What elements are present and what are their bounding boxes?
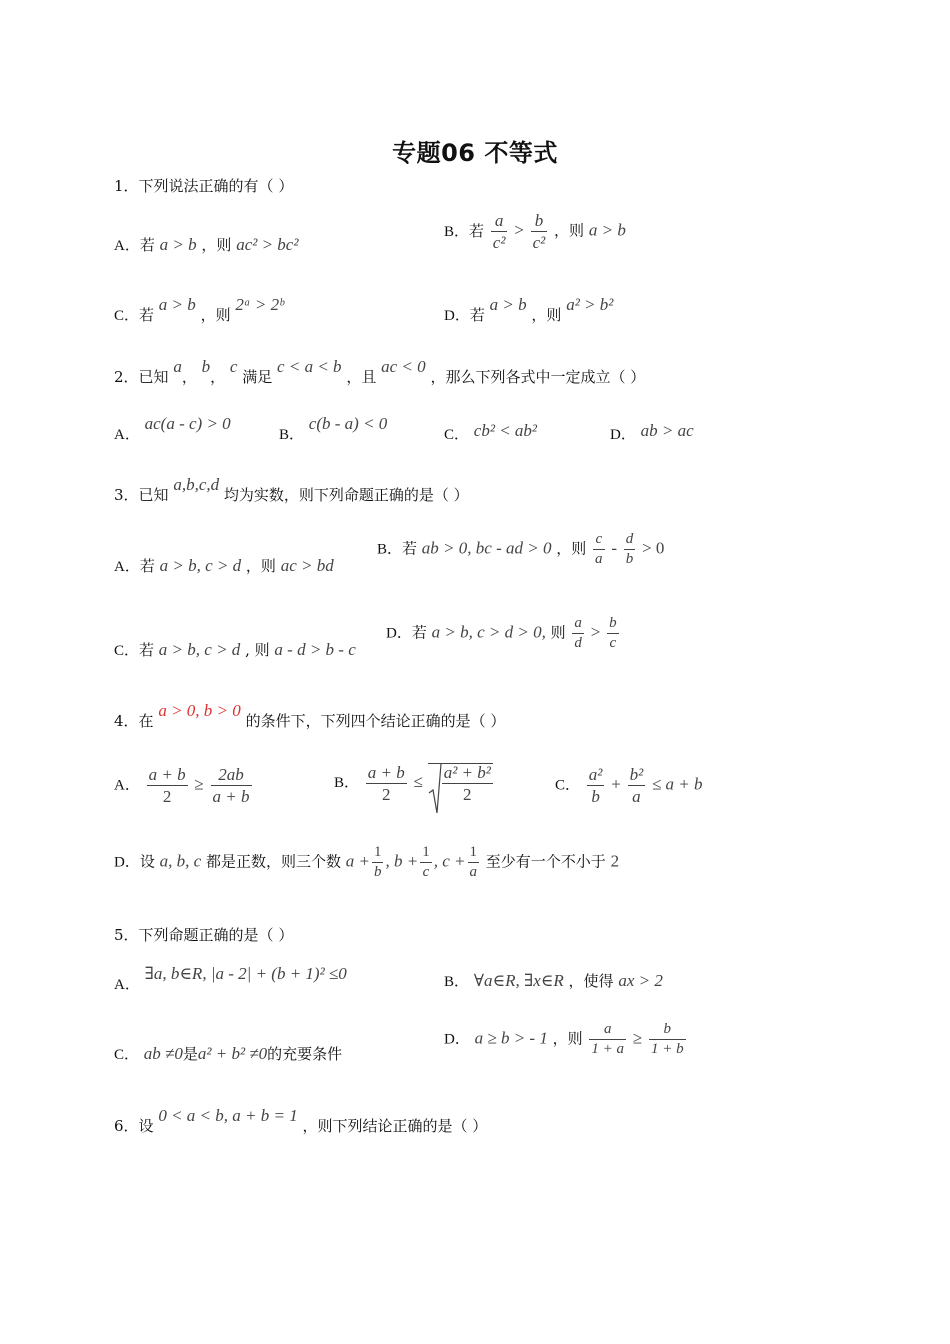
q1-option-c [114, 295, 284, 324]
square-root [428, 763, 493, 803]
fraction: $\frac{\text{a²}}{b}$ [588, 765, 603, 806]
q3-option-d [386, 616, 621, 651]
math-expression: ab ≠0 [143, 1044, 183, 1063]
q5-option-d [444, 1022, 688, 1057]
option-label: A． [114, 427, 140, 443]
stem-text: 的条件下，下列四个结论正确的是（ ） [245, 712, 506, 730]
option-text: 的充要条件 [267, 1045, 343, 1063]
math-expression: a > b, c > d [158, 640, 241, 659]
math-expression: , c + [433, 851, 466, 871]
option-label: D． [444, 1031, 470, 1048]
math-expression: 2ᵃ > 2ᵇ [235, 295, 284, 314]
math-expression: > 0 [642, 538, 665, 558]
option-text: ，使得 [568, 972, 614, 990]
math-expression: c(b - a) < 0 [308, 414, 388, 433]
q5-stem: 5．下列命题正确的是（ ） [114, 926, 294, 944]
fraction: $\frac{1}{b}$ [373, 844, 382, 880]
math-var: a [173, 357, 182, 376]
q2-option-d [610, 421, 694, 443]
option-text: ，则 [531, 306, 562, 324]
option-label: A． [114, 777, 140, 794]
q5-option-c [114, 1045, 342, 1063]
fraction: $\frac{a}{\text{c²}}$ [492, 211, 506, 252]
math-expression: cb² < ab² [473, 421, 538, 440]
math-number: 2 [610, 851, 620, 871]
option-label: D．设 [114, 854, 155, 871]
math-expression: a,b,c,d [173, 475, 220, 494]
math-expression: ∀a∈R, ∃x∈R [473, 971, 564, 990]
option-label: B．若 [377, 541, 418, 558]
math-expression: a > b [489, 295, 527, 314]
page-title: 专题06 不等式 [392, 139, 558, 167]
fraction: $\frac{a + b}{2}$ [148, 765, 186, 806]
q4-option-d [114, 845, 619, 880]
q3-stem [114, 475, 469, 504]
option-label: B． [334, 775, 360, 791]
math-expression: a, b, c [159, 851, 202, 871]
option-label: A．若 [114, 559, 155, 575]
fraction: $\frac{a + b}{2}$ [367, 762, 405, 804]
option-label: C．若 [114, 643, 155, 659]
option-text: , 则 [245, 641, 270, 659]
math-expression: a > b [159, 235, 197, 254]
math-expression-highlighted: a > 0, b > 0 [158, 701, 241, 720]
option-label: D．若 [386, 625, 427, 642]
fraction: $\frac{\text{a² + b²}}{2}$ [443, 763, 491, 804]
math-expression: ≤ a + b [651, 774, 703, 794]
stem-text: 2．已知 [114, 368, 169, 386]
stem-text: ，且 [346, 368, 377, 386]
math-expression: a² > b² [566, 295, 614, 314]
q2-option-c [444, 421, 538, 443]
operator: ≥ [632, 1028, 643, 1048]
q3-option-c [114, 641, 356, 659]
option-label: C． [555, 777, 581, 794]
option-label: B． [279, 427, 305, 443]
operator: + [611, 774, 621, 794]
fraction: $\frac{2ab}{a + b}$ [212, 765, 250, 806]
stem-text: 6．设 [114, 1117, 154, 1135]
math-expression: ac < 0 [381, 357, 426, 376]
operator: ≥ [194, 774, 204, 794]
option-text: ，则 [554, 221, 585, 240]
option-label: A．若 [114, 238, 155, 254]
option-label: D． [610, 427, 636, 443]
fraction: $\frac{\text{b²}}{a}$ [629, 765, 644, 806]
math-expression: ac > bd [280, 556, 334, 575]
stem-text: 满足 [242, 368, 273, 386]
q4-option-a [114, 766, 254, 805]
option-label: C． [114, 1047, 140, 1063]
stem-text: 3．已知 [114, 486, 169, 504]
math-expression: a > b, c > d [159, 556, 242, 575]
fraction: $\frac{b}{c}$ [609, 615, 617, 651]
option-label: B．若 [444, 223, 485, 240]
math-expression: a > b, c > d > 0, [431, 622, 546, 642]
operator: - [611, 538, 617, 558]
option-text: ，则 [201, 236, 232, 254]
fraction: $\frac{a}{1 + a}$ [591, 1021, 625, 1057]
option-text: 则 [545, 623, 566, 642]
math-expression: a - d > b - c [274, 640, 356, 659]
stem-text: 均为实数，则下列命题正确的是（ ） [223, 486, 469, 504]
q1-option-b [444, 212, 626, 251]
math-expression: a > b [588, 220, 626, 240]
fraction: $\frac{c}{a}$ [595, 531, 603, 567]
math-expression: a ≥ b > - 1 [474, 1028, 548, 1048]
q4-option-b [334, 763, 493, 803]
math-expression: ac² > bc² [236, 235, 299, 254]
stem-text: ，则下列结论正确的是（ ） [302, 1117, 488, 1135]
fraction: $\frac{d}{b}$ [625, 531, 634, 567]
math-expression: ac(a - c) > 0 [144, 414, 231, 433]
option-label: B． [444, 974, 470, 990]
math-expression: a + [345, 851, 370, 871]
option-text: ，则 [245, 557, 276, 575]
operator: ≤ [413, 772, 423, 791]
fraction: $\frac{1}{c}$ [422, 844, 430, 880]
math-expression: ∃a, b∈R, |a - 2| + (b + 1)² ≤0 [144, 964, 347, 983]
option-text: ，则 [200, 306, 231, 324]
option-label: C． [444, 427, 470, 443]
math-expression: 0 < a < b, a + b = 1 [158, 1106, 298, 1125]
option-label: C．若 [114, 308, 155, 324]
fraction: $\frac{b}{1 + b}$ [650, 1021, 684, 1057]
stem-text: ，那么下列各式中一定成立（ ） [430, 368, 646, 386]
fraction: $\frac{1}{a}$ [469, 844, 477, 880]
option-text: 至少有一个不小于 [485, 852, 606, 871]
q5-option-b [444, 972, 663, 990]
math-expression: a² + b² ≠0 [197, 1044, 268, 1063]
math-var: c [229, 357, 238, 376]
separator: ， [210, 368, 226, 386]
q4-stem [114, 701, 506, 730]
q4-option-c [555, 766, 703, 805]
math-var: b [201, 357, 211, 376]
option-text: 都是正数，则三个数 [205, 852, 341, 871]
q3-option-a [114, 557, 334, 575]
math-expression: ab > 0, bc - ad > 0 [421, 538, 552, 558]
stem-text: 4．在 [114, 712, 154, 730]
q3-option-b [377, 532, 664, 567]
option-text: 是 [182, 1045, 198, 1063]
option-text: ，则 [552, 1029, 583, 1048]
operator: > [514, 220, 524, 240]
math-expression: a > b [158, 295, 196, 314]
option-label: A． [114, 977, 140, 993]
q2-option-b [279, 414, 388, 443]
q5-option-a [114, 964, 347, 993]
q2-stem [114, 357, 646, 386]
math-expression: ab > ac [640, 421, 694, 440]
q6-stem [114, 1106, 488, 1135]
operator: > [590, 622, 601, 642]
separator: ， [181, 368, 197, 386]
q1-stem: 1．下列说法正确的有（ ） [114, 177, 294, 195]
fraction: $\frac{b}{\text{c²}}$ [532, 211, 546, 252]
q1-option-a [114, 236, 298, 254]
fraction: $\frac{a}{d}$ [574, 615, 582, 651]
math-expression: , b + [385, 851, 419, 871]
radical-sign-icon [428, 763, 442, 815]
q1-option-d [444, 295, 614, 324]
math-expression: ax > 2 [618, 971, 663, 990]
option-text: ，则 [556, 539, 587, 558]
option-label: D．若 [444, 308, 485, 324]
math-expression: c < a < b [277, 357, 342, 376]
q2-option-a [114, 414, 231, 443]
